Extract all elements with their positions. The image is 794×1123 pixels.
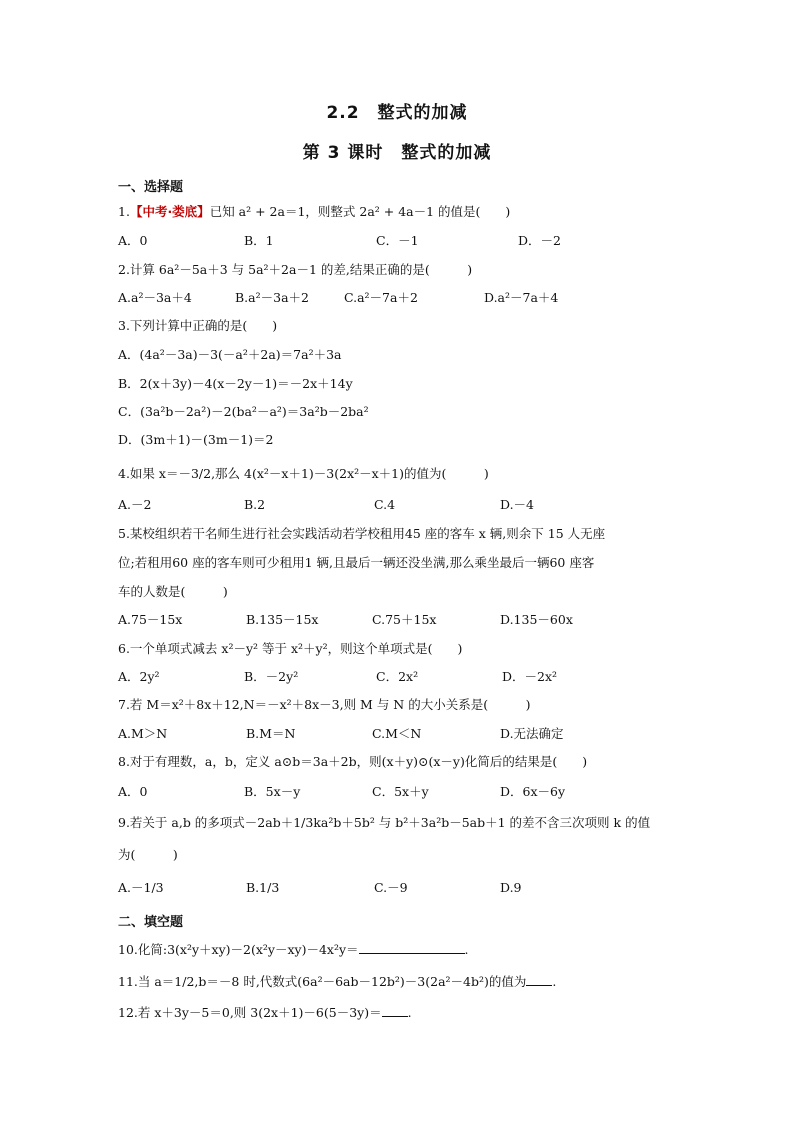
option-d: D.135－60x: [500, 612, 573, 627]
option-d: D.无法确定: [500, 726, 564, 741]
option-c: C.4: [374, 497, 396, 512]
option-b: B．2(x＋3y)－4(x－2y－1)＝－2x＋14y: [118, 376, 353, 391]
option-c: C.M＜N: [372, 726, 422, 741]
option-a: A．0: [118, 784, 148, 799]
question-12: 12.若 x＋3y－5＝0,则 3(2x＋1)－6(5－3y)＝ .: [118, 1005, 412, 1020]
question-text: 已知 a² + 2a＝1，则整式 2a² + 4a－1 的值是( ): [209, 204, 511, 219]
option-c: C．2x²: [376, 669, 419, 684]
option-a: A．(4a²－3a)－3(－a²＋2a)＝7a²＋3a: [118, 347, 342, 362]
question-1: [118, 204, 510, 220]
option-a: A.75－15x: [118, 612, 183, 627]
question-text: 12.若 x＋3y－5＝0,则 3(2x＋1)－6(5－3y)＝: [118, 1005, 382, 1020]
option-c: C.a²－7a＋2: [344, 290, 418, 305]
option-d: D.9: [500, 880, 522, 895]
option-d: D.－4: [500, 497, 535, 512]
option-b: B．－2y²: [244, 669, 299, 684]
option-b: B．5x－y: [244, 784, 301, 799]
option-b: B.135－15x: [246, 612, 319, 627]
option-d: D．－2x²: [502, 669, 558, 684]
page-title: 2.2 整式的加减: [326, 103, 468, 123]
option-a: A.－1/3: [118, 880, 164, 895]
option-a: A.a²－3a＋4: [118, 290, 192, 305]
section-heading-fill: 二、填空题: [118, 915, 184, 930]
question-6: 6.一个单项式减去 x²－y² 等于 x²＋y²，则这个单项式是( ): [118, 641, 463, 656]
option-c: C．5x＋y: [372, 784, 429, 799]
answer-blank[interactable]: [382, 1004, 408, 1017]
option-a: A.－2: [118, 497, 152, 512]
question-4: 4.如果 x＝－3/2,那么 4(x²－x＋1)－3(2x²－x＋1)的值为( ): [118, 466, 489, 481]
question-text: 10.化简:3(x²y＋xy)－2(x²y－xy)－4x²y＝: [118, 942, 359, 957]
question-text: 11.当 a＝1/2,b＝－8 时,代数式(6a²－6ab－12b²)－3(2a²－4b²)的值为: [118, 974, 527, 989]
section-heading-choice: 一、选择题: [118, 180, 184, 195]
source-tag: 【中考·娄底】: [129, 204, 210, 219]
option-b: B.1/3: [246, 880, 280, 895]
option-c: C.75＋15x: [372, 612, 437, 627]
option-c: C.－9: [374, 880, 408, 895]
option-c: C．(3a²b－2a²)－2(ba²－a²)＝3a²b－2ba²: [118, 404, 369, 419]
option-a: A．0: [118, 233, 148, 248]
option-b: B．1: [244, 233, 274, 248]
option-b: B.M＝N: [246, 726, 296, 741]
question-number: 1.: [118, 204, 130, 219]
question-3: 3.下列计算中正确的是( ): [118, 318, 278, 333]
option-c: C．－1: [376, 233, 419, 248]
question-2: 2.计算 6a²－5a＋3 与 5a²＋2a－1 的差,结果正确的是( ): [118, 262, 473, 277]
question-10: 10.化简:3(x²y＋xy)－2(x²y－xy)－4x²y＝ .: [118, 942, 469, 957]
question-5-line-1: 5.某校组织若干名师生进行社会实践活动若学校租用45 座的客车 x 辆,则余下 15 人无座: [118, 526, 606, 541]
question-9-line-2: 为( ): [118, 847, 178, 862]
question-9-line-1: 9.若关于 a,b 的多项式－2ab＋1/3ka²b＋5b² 与 b²＋3a²b－5ab＋1 的差不含三次项则 k 的值: [118, 815, 651, 830]
answer-blank[interactable]: [359, 941, 465, 954]
question-8: 8.对于有理数，a，b，定义 a⊙b＝3a＋2b，则(x＋y)⊙(x－y)化简后的结果是( ): [118, 754, 588, 769]
option-d: D.a²－7a＋4: [484, 290, 559, 305]
question-5-line-3: 车的人数是( ): [118, 584, 228, 599]
option-d: D．6x－6y: [500, 784, 566, 799]
option-b: B.2: [244, 497, 266, 512]
question-7: 7.若 M＝x²＋8x＋12,N＝－x²＋8x－3,则 M 与 N 的大小关系是( ): [118, 697, 531, 712]
page-subtitle: 第 3 课时 整式的加减: [302, 143, 492, 163]
question-11: 11.当 a＝1/2,b＝－8 时,代数式(6a²－6ab－12b²)－3(2a²－4b²)的值为 .: [118, 974, 557, 989]
option-d: D．－2: [518, 233, 561, 248]
option-a: A．2y²: [118, 669, 160, 684]
question-5-line-2: 位;若租用60 座的客车则可少租用1 辆,且最后一辆还没坐满,那么乘坐最后一辆60 座客: [118, 555, 595, 570]
option-b: B.a²－3a＋2: [235, 290, 309, 305]
option-a: A.M＞N: [118, 726, 168, 741]
answer-blank[interactable]: [526, 973, 552, 986]
option-d: D．(3m＋1)－(3m－1)＝2: [118, 432, 274, 447]
